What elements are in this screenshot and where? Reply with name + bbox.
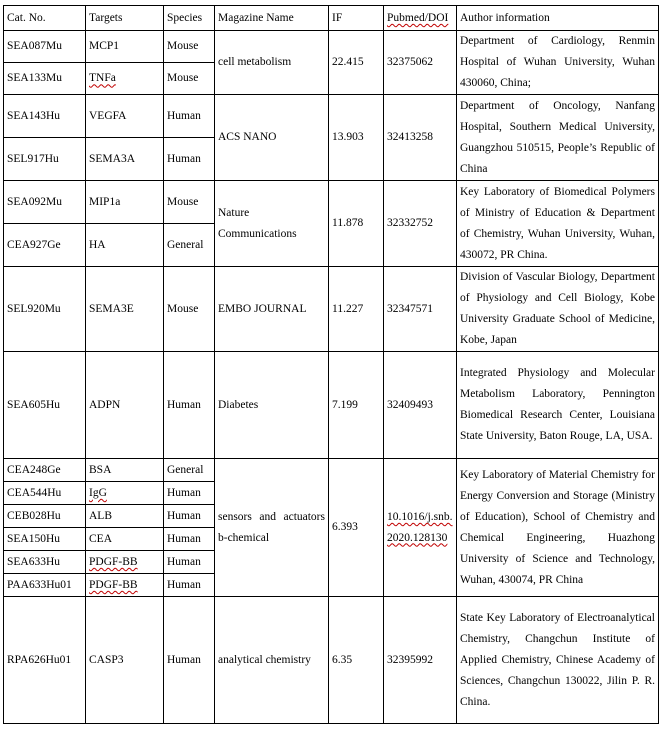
target-cell: ALB <box>86 505 164 528</box>
author-cell: Key Laboratory of Material Chemistry for Energy Conversion and Storage (Ministry of Education), School of Chemistry and Chemical Engineering, Huazhong University of Science and Technology, Wuhan, 430074, PR China <box>457 459 659 597</box>
publications-table <box>3 5 659 724</box>
cat-no-cell: SEA633Hu <box>4 551 86 574</box>
author-cell: State Key Laboratory of Electroanalytical Chemistry, Changchun Institute of Applied Chemistry, Chinese Academy of Sciences, Changchun 130022, Jilin P. R. China. <box>457 597 659 724</box>
cat-no-cell: SEA150Hu <box>4 528 86 551</box>
target-cell: MCP1 <box>86 31 164 63</box>
cat-no-cell: SEA092Mu <box>4 181 86 224</box>
author-cell: Key Laboratory of Biomedical Polymers of Ministry of Education & Department of Chemistry, Wuhan University, Wuhan, 430072, PR China. <box>457 181 659 267</box>
species-cell: Human <box>164 505 215 528</box>
species-cell: Mouse <box>164 63 215 95</box>
if-cell: 13.903 <box>329 95 384 181</box>
pubmed-cell: 32395992 <box>384 597 457 724</box>
cat-no-cell: SEA133Mu <box>4 63 86 95</box>
species-cell: Human <box>164 95 215 138</box>
species-cell: Human <box>164 597 215 724</box>
species-cell: Mouse <box>164 181 215 224</box>
target-cell: TNFa <box>86 63 164 95</box>
cat-no-cell: SEL917Hu <box>4 138 86 181</box>
header-if: IF <box>329 6 384 31</box>
pubmed-cell: 32409493 <box>384 352 457 459</box>
target-cell: CASP3 <box>86 597 164 724</box>
cat-no-cell: SEL920Mu <box>4 267 86 352</box>
header-pubmed-doi: Pubmed/DOI <box>384 6 457 31</box>
author-cell: Department of Oncology, Nanfang Hospital, Southern Medical University, Guangzhou 510515, People’s Republic of China <box>457 95 659 181</box>
magazine-cell: sensors and actuators b-chemical <box>215 459 329 597</box>
magazine-cell: cell metabolism <box>215 31 329 95</box>
target-cell: CEA <box>86 528 164 551</box>
species-cell: General <box>164 459 215 482</box>
author-cell: Division of Vascular Biology, Department of Physiology and Cell Biology, Kobe University Graduate School of Medicine, Kobe, Japan <box>457 267 659 352</box>
pubmed-cell: 10.1016/j.snb.2020.128130 <box>384 459 457 597</box>
cat-no-cell: SEA605Hu <box>4 352 86 459</box>
target-cell: BSA <box>86 459 164 482</box>
author-cell: Integrated Physiology and Molecular Metabolism Laboratory, Pennington Biomedical Research Center, Louisiana State University, Baton Rouge, LA, USA. <box>457 352 659 459</box>
header-targets: Targets <box>86 6 164 31</box>
species-cell: Human <box>164 138 215 181</box>
table-row <box>4 181 659 224</box>
species-cell: Human <box>164 528 215 551</box>
species-cell: Mouse <box>164 267 215 352</box>
species-cell: Human <box>164 574 215 597</box>
target-cell: SEMA3E <box>86 267 164 352</box>
if-cell: 7.199 <box>329 352 384 459</box>
cat-no-cell: CEA544Hu <box>4 482 86 505</box>
header-row <box>4 6 659 31</box>
magazine-cell: ACS NANO <box>215 95 329 181</box>
table-row <box>4 267 659 352</box>
table-row <box>4 597 659 724</box>
target-cell: SEMA3A <box>86 138 164 181</box>
target-cell: ADPN <box>86 352 164 459</box>
pubmed-cell: 32347571 <box>384 267 457 352</box>
magazine-cell: analytical chemistry <box>215 597 329 724</box>
table-row <box>4 459 659 482</box>
table-row <box>4 95 659 138</box>
table-row <box>4 31 659 63</box>
target-cell: HA <box>86 224 164 267</box>
if-cell: 6.393 <box>329 459 384 597</box>
cat-no-cell: RPA626Hu01 <box>4 597 86 724</box>
pubmed-cell: 32413258 <box>384 95 457 181</box>
target-cell: PDGF-BB <box>86 574 164 597</box>
species-cell: Human <box>164 352 215 459</box>
header-species: Species <box>164 6 215 31</box>
if-cell: 22.415 <box>329 31 384 95</box>
header-author-information: Author information <box>457 6 659 31</box>
pubmed-cell: 32375062 <box>384 31 457 95</box>
if-cell: 11.878 <box>329 181 384 267</box>
header-cat-no: Cat. No. <box>4 6 86 31</box>
target-cell: MIP1a <box>86 181 164 224</box>
magazine-cell: Diabetes <box>215 352 329 459</box>
author-cell: Department of Cardiology, Renmin Hospital of Wuhan University, Wuhan 430060, China; <box>457 31 659 95</box>
cat-no-cell: CEB028Hu <box>4 505 86 528</box>
if-cell: 6.35 <box>329 597 384 724</box>
magazine-cell: Nature Communications <box>215 181 329 267</box>
species-cell: General <box>164 224 215 267</box>
cat-no-cell: SEA143Hu <box>4 95 86 138</box>
pubmed-cell: 32332752 <box>384 181 457 267</box>
table-row <box>4 352 659 459</box>
cat-no-cell: CEA927Ge <box>4 224 86 267</box>
species-cell: Human <box>164 551 215 574</box>
species-cell: Human <box>164 482 215 505</box>
header-magazine-name: Magazine Name <box>215 6 329 31</box>
if-cell: 11.227 <box>329 267 384 352</box>
target-cell: VEGFA <box>86 95 164 138</box>
target-cell: PDGF-BB <box>86 551 164 574</box>
cat-no-cell: CEA248Ge <box>4 459 86 482</box>
cat-no-cell: SEA087Mu <box>4 31 86 63</box>
species-cell: Mouse <box>164 31 215 63</box>
target-cell: IgG <box>86 482 164 505</box>
cat-no-cell: PAA633Hu01 <box>4 574 86 597</box>
magazine-cell: EMBO JOURNAL <box>215 267 329 352</box>
